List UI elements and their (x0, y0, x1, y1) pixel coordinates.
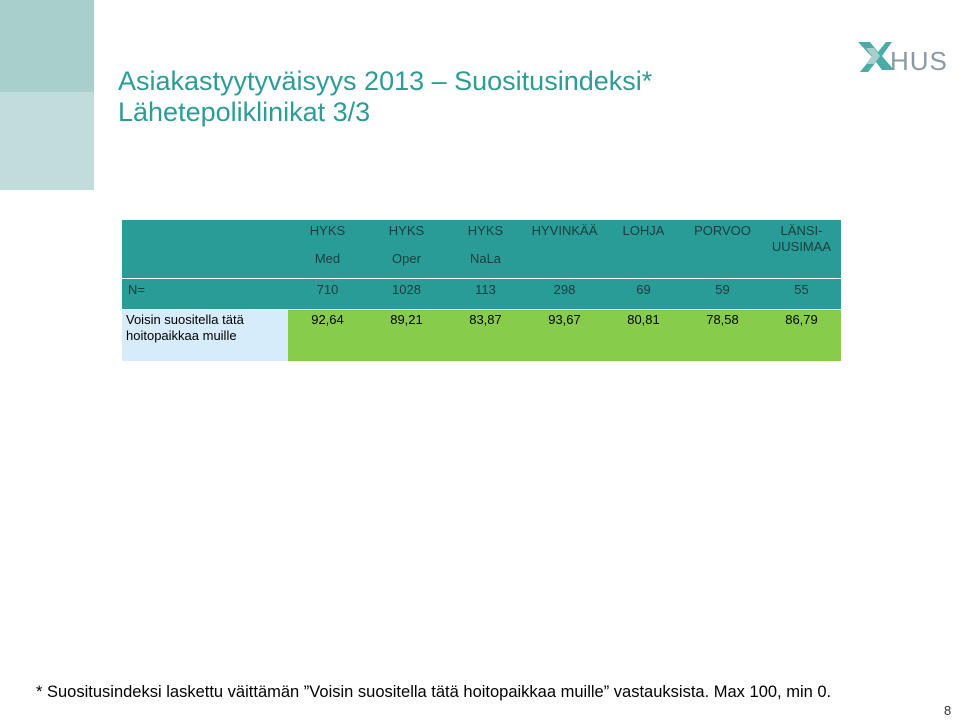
column-header-4-line-1: HYVINKÄÄ (531, 223, 598, 238)
recommendation-table (122, 220, 841, 360)
question-label-line-2: hoitopaikkaa muille (126, 328, 237, 343)
question-value-5: 80,81 (627, 312, 660, 327)
hus-logo-text: HUS (890, 46, 948, 76)
column-header-2-line-1: HYKS (388, 223, 425, 238)
decorative-corner-block (0, 0, 94, 92)
question-value-1: 92,64 (311, 312, 344, 327)
page-title (118, 66, 652, 128)
question-label-line-1: Voisin suositella tätä (126, 312, 244, 327)
question-value-2: 89,21 (390, 312, 423, 327)
column-header-1-line-1: HYKS (309, 223, 346, 238)
column-header-6-line-1: PORVOO (694, 223, 751, 238)
column-header-5-line-1: LOHJA (622, 223, 665, 238)
n-value-7: 55 (794, 282, 809, 297)
column-header-7-line-1: LÄNSI- (780, 223, 823, 238)
question-value-7: 86,79 (785, 312, 818, 327)
question-value-4: 93,67 (548, 312, 581, 327)
n-value-2: 1028 (392, 282, 421, 297)
page-title-line-2: Lähetepoliklinikat 3/3 (118, 97, 371, 127)
footnote: * Suositusindeksi laskettu väittämän ”Voisin suositella tätä hoitopaikkaa muille” vastauksista. Max 100, min 0. (36, 683, 832, 701)
n-label: N= (128, 282, 145, 297)
column-header-2-line-2: Oper (392, 251, 421, 266)
n-value-3: 113 (475, 282, 496, 297)
column-header-1-line-2: Med (314, 251, 341, 266)
question-value-6: 78,58 (706, 312, 739, 327)
column-header-7-line-2: UUSIMAA (771, 239, 832, 254)
page-number: 8 (944, 703, 952, 718)
question-label (126, 312, 286, 344)
n-value-6: 59 (715, 282, 730, 297)
question-value-3: 83,87 (469, 312, 502, 327)
n-value-1: 710 (316, 282, 339, 297)
page-title-line-1: Asiakastyytyväisyys 2013 – Suositusindeksi* (118, 66, 653, 96)
n-value-5: 69 (636, 282, 651, 297)
column-header-3-line-1: HYKS (467, 223, 504, 238)
column-header-3-line-2: NaLa (469, 251, 502, 266)
n-value-4: 298 (553, 282, 576, 297)
